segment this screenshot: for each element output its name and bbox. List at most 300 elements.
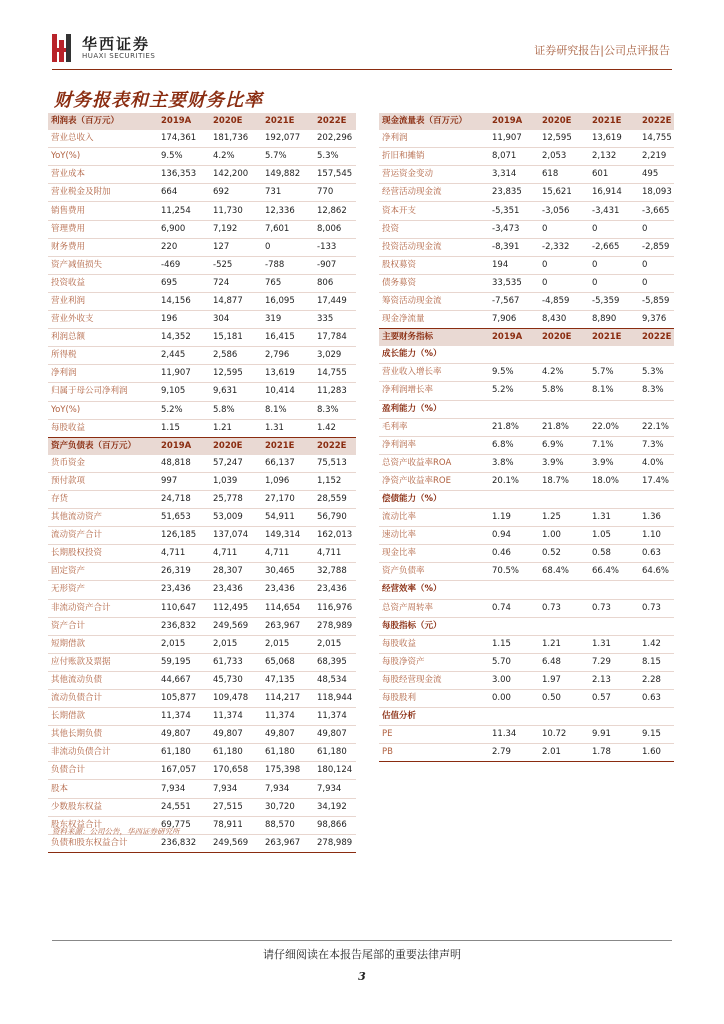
cell-value	[589, 708, 639, 726]
cell-value: 15,621	[539, 184, 589, 202]
cell-value: 23,436	[262, 581, 314, 599]
cell-value: 9,105	[158, 383, 210, 401]
cell-value: 6.48	[539, 653, 589, 671]
cell-value: 0.63	[639, 690, 674, 708]
row-label: 营业利润	[48, 292, 158, 310]
table-row	[379, 653, 674, 671]
cell-value: 0.00	[489, 690, 539, 708]
row-label: 非流动资产合计	[48, 599, 158, 617]
cell-value: 2020E	[539, 113, 589, 130]
cell-value: 180,124	[314, 762, 356, 780]
cell-value: 7,601	[262, 220, 314, 238]
row-label: 成长能力（%）	[379, 346, 489, 364]
row-label: 股本	[48, 780, 158, 798]
table-row	[48, 635, 356, 653]
footer-divider	[52, 940, 672, 941]
cell-value: 65,068	[262, 653, 314, 671]
row-label: 流动资产合计	[48, 527, 158, 545]
row-label: 长期借款	[48, 708, 158, 726]
row-label: 非流动负债合计	[48, 744, 158, 762]
cell-value: 162,013	[314, 527, 356, 545]
cell-value	[589, 581, 639, 599]
cell-value: 12,336	[262, 202, 314, 220]
cell-value: 17,449	[314, 292, 356, 310]
cell-value: 11,374	[262, 708, 314, 726]
cell-value: 32,788	[314, 563, 356, 581]
cell-value: 105,877	[158, 690, 210, 708]
table-row	[379, 148, 674, 166]
table-row	[379, 527, 674, 545]
row-label: 其他长期负债	[48, 726, 158, 744]
row-label: 现金流量表（百万元）	[379, 113, 489, 130]
cell-value: 98,866	[314, 816, 356, 834]
cell-value: 1.31	[589, 509, 639, 527]
cell-value: -788	[262, 256, 314, 274]
cell-value: 2.01	[539, 744, 589, 762]
cell-value: 20.1%	[489, 472, 539, 490]
cell-value: 18.0%	[589, 472, 639, 490]
table-row	[48, 401, 356, 419]
cell-value: 24,551	[158, 798, 210, 816]
cell-value: 2021E	[262, 113, 314, 130]
row-label: 资产负债率	[379, 563, 489, 581]
table-row	[379, 311, 674, 329]
row-label: 存货	[48, 490, 158, 508]
cell-value: 8.1%	[262, 401, 314, 419]
cell-value	[539, 708, 589, 726]
cell-value: 5.2%	[489, 382, 539, 400]
cell-value	[489, 346, 539, 364]
right-financial-table	[379, 113, 674, 762]
cell-value: 174,361	[158, 130, 210, 148]
cell-value: 48,534	[314, 671, 356, 689]
cell-value: 335	[314, 311, 356, 329]
cell-value: 149,314	[262, 527, 314, 545]
cell-value: -133	[314, 238, 356, 256]
cell-value: 14,877	[210, 292, 262, 310]
table-row	[48, 202, 356, 220]
cell-value	[539, 400, 589, 418]
table-row	[379, 563, 674, 581]
row-label: 现金比率	[379, 545, 489, 563]
row-label: 长期股权投资	[48, 545, 158, 563]
cell-value: 53,009	[210, 509, 262, 527]
table-row	[48, 220, 356, 238]
cell-value: 2,053	[539, 148, 589, 166]
cell-value: 618	[539, 166, 589, 184]
table-row	[48, 708, 356, 726]
cell-value: 61,180	[158, 744, 210, 762]
cell-value: 12,595	[210, 365, 262, 383]
cell-value	[539, 346, 589, 364]
cell-value: 15,181	[210, 329, 262, 347]
cell-value: 806	[314, 274, 356, 292]
cell-value: 5.70	[489, 653, 539, 671]
cell-value: 1.25	[539, 509, 589, 527]
cell-value: 16,095	[262, 292, 314, 310]
cell-value: 1.15	[489, 635, 539, 653]
row-label: 净利润	[379, 130, 489, 148]
cell-value: 11,907	[158, 365, 210, 383]
row-label: 货币资金	[48, 455, 158, 473]
cell-value: 4,711	[262, 545, 314, 563]
cell-value: 0.52	[539, 545, 589, 563]
table-row	[379, 238, 674, 256]
cell-value: 0	[639, 274, 674, 292]
table-row	[48, 383, 356, 401]
cell-value: 7,934	[262, 780, 314, 798]
cell-value: 0.73	[639, 599, 674, 617]
cell-value: 1.21	[210, 419, 262, 437]
cell-value: 8.3%	[314, 401, 356, 419]
cell-value: 18.7%	[539, 472, 589, 490]
row-label: PB	[379, 744, 489, 762]
table-row	[379, 635, 674, 653]
table-row	[48, 744, 356, 762]
cell-value: 88,570	[262, 816, 314, 834]
table-row	[379, 454, 674, 472]
row-label: 每股经营现金流	[379, 671, 489, 689]
cell-value: -525	[210, 256, 262, 274]
cell-value: 114,217	[262, 690, 314, 708]
table-row	[379, 166, 674, 184]
cell-value: 66.4%	[589, 563, 639, 581]
table-row	[379, 690, 674, 708]
cell-value: 25,778	[210, 490, 262, 508]
row-label: 折旧和摊销	[379, 148, 489, 166]
cell-value: 2020E	[210, 113, 262, 130]
cell-value: 61,180	[210, 744, 262, 762]
cell-value: 0	[639, 220, 674, 238]
row-label: 筹资活动现金流	[379, 292, 489, 310]
table-row	[48, 184, 356, 202]
row-label: 股东权益合计	[48, 816, 158, 834]
cell-value: -5,859	[639, 292, 674, 310]
table-row	[48, 545, 356, 563]
cell-value: 0	[539, 220, 589, 238]
cell-value: 3,314	[489, 166, 539, 184]
cell-value: 12,862	[314, 202, 356, 220]
cell-value: 2019A	[158, 113, 210, 130]
cell-value: 6.9%	[539, 436, 589, 454]
cell-value: 1.21	[539, 635, 589, 653]
cell-value: 2,796	[262, 347, 314, 365]
source-note: 资料来源：公司公告，华西证券研究所	[52, 827, 180, 836]
cell-value: 21.8%	[539, 418, 589, 436]
row-label: 预付款项	[48, 472, 158, 490]
table-row	[379, 184, 674, 202]
row-label: 无形资产	[48, 581, 158, 599]
cell-value: 601	[589, 166, 639, 184]
cell-value: 9,631	[210, 383, 262, 401]
cell-value: 23,436	[158, 581, 210, 599]
table-subheader-row	[379, 617, 674, 635]
cell-value: 2,015	[210, 635, 262, 653]
cell-value: 2021E	[589, 329, 639, 347]
cell-value	[489, 708, 539, 726]
row-label: 其他流动负债	[48, 671, 158, 689]
row-label: 应付账款及票据	[48, 653, 158, 671]
table-subheader-row	[379, 581, 674, 599]
cell-value: 5.8%	[210, 401, 262, 419]
cell-value	[589, 617, 639, 635]
cell-value: 127	[210, 238, 262, 256]
table-subheader-row	[379, 400, 674, 418]
cell-value: 0	[589, 274, 639, 292]
cell-value: 9.5%	[489, 364, 539, 382]
cell-value: 1,039	[210, 472, 262, 490]
cell-value: 126,185	[158, 527, 210, 545]
row-label: 现金净流量	[379, 311, 489, 329]
cell-value: 6,900	[158, 220, 210, 238]
cell-value: 49,807	[314, 726, 356, 744]
row-label: 总资产周转率	[379, 599, 489, 617]
cell-value: 7,934	[158, 780, 210, 798]
cell-value: 22.1%	[639, 418, 674, 436]
cell-value: 249,569	[210, 617, 262, 635]
cell-value: 17.4%	[639, 472, 674, 490]
cell-value: 18,093	[639, 184, 674, 202]
page-number: 3	[358, 970, 366, 983]
cell-value: 263,967	[262, 617, 314, 635]
cell-value: 14,156	[158, 292, 210, 310]
cell-value	[539, 490, 589, 508]
cell-value: 10.72	[539, 726, 589, 744]
cell-value: 1.10	[639, 527, 674, 545]
table-row	[379, 545, 674, 563]
cell-value: 2,132	[589, 148, 639, 166]
row-label: 净利润增长率	[379, 382, 489, 400]
row-label: PE	[379, 726, 489, 744]
cell-value: 13,619	[589, 130, 639, 148]
cell-value: 8,071	[489, 148, 539, 166]
row-label: 管理费用	[48, 220, 158, 238]
cell-value: 11,374	[314, 708, 356, 726]
cell-value: 69,775	[158, 816, 210, 834]
cell-value: 6.8%	[489, 436, 539, 454]
cell-value: 8.15	[639, 653, 674, 671]
cell-value: 2,219	[639, 148, 674, 166]
cell-value: 33,535	[489, 274, 539, 292]
cell-value: 664	[158, 184, 210, 202]
table-row	[48, 798, 356, 816]
row-label: 营业总收入	[48, 130, 158, 148]
table-row	[379, 382, 674, 400]
row-label: 少数股东权益	[48, 798, 158, 816]
row-label: 投资	[379, 220, 489, 238]
row-label: 投资收益	[48, 274, 158, 292]
cell-value: 770	[314, 184, 356, 202]
table-header-row	[48, 437, 356, 455]
cell-value: 49,807	[210, 726, 262, 744]
cell-value: 70.5%	[489, 563, 539, 581]
cell-value: 4,711	[210, 545, 262, 563]
cell-value: 26,319	[158, 563, 210, 581]
cell-value: 68,395	[314, 653, 356, 671]
row-label: 经营活动现金流	[379, 184, 489, 202]
table-row	[379, 509, 674, 527]
cell-value: 249,569	[210, 834, 262, 852]
cell-value: 2019A	[158, 437, 210, 455]
brand-name: 华西证券	[82, 35, 151, 53]
cell-value: 2022E	[314, 113, 356, 130]
cell-value: 78,911	[210, 816, 262, 834]
row-label: 净利润率	[379, 436, 489, 454]
table-row	[48, 653, 356, 671]
cell-value: 2019A	[489, 113, 539, 130]
cell-value: 114,654	[262, 599, 314, 617]
cell-value: 3.9%	[589, 454, 639, 472]
cell-value	[539, 617, 589, 635]
table-row	[48, 130, 356, 148]
table-row	[379, 220, 674, 238]
cell-value: 3.00	[489, 671, 539, 689]
cell-value: 7.29	[589, 653, 639, 671]
table-header-row	[379, 113, 674, 130]
row-label: 资产负债表（百万元）	[48, 437, 158, 455]
table-row	[379, 256, 674, 274]
cell-value: 8,430	[539, 311, 589, 329]
cell-value: 194	[489, 256, 539, 274]
cell-value: 1.05	[589, 527, 639, 545]
row-label: 每股股利	[379, 690, 489, 708]
cell-value: 3,029	[314, 347, 356, 365]
cell-value: 10,414	[262, 383, 314, 401]
cell-value	[639, 581, 674, 599]
cell-value: 0.46	[489, 545, 539, 563]
brand-name-en: HUAXI SECURITIES	[82, 52, 156, 60]
table-row	[48, 599, 356, 617]
cell-value: -3,431	[589, 202, 639, 220]
row-label: 营业税金及附加	[48, 184, 158, 202]
cell-value: -2,859	[639, 238, 674, 256]
cell-value: 1.42	[314, 419, 356, 437]
cell-value: 8.1%	[589, 382, 639, 400]
row-label: 每股收益	[48, 419, 158, 437]
cell-value: -3,665	[639, 202, 674, 220]
table-row	[48, 780, 356, 798]
table-header-row	[48, 113, 356, 130]
cell-value: 11,374	[210, 708, 262, 726]
cell-value	[489, 581, 539, 599]
cell-value: 34,192	[314, 798, 356, 816]
row-label: 投资活动现金流	[379, 238, 489, 256]
row-label: 营业成本	[48, 166, 158, 184]
cell-value: -7,567	[489, 292, 539, 310]
table-row	[48, 762, 356, 780]
cell-value: 14,755	[639, 130, 674, 148]
cell-value: 61,733	[210, 653, 262, 671]
table-row	[48, 166, 356, 184]
table-row	[48, 581, 356, 599]
section-title: 财务报表和主要财务比率	[54, 90, 263, 111]
cell-value: 196	[158, 311, 210, 329]
cell-value: 49,807	[158, 726, 210, 744]
row-label: 所得税	[48, 347, 158, 365]
cell-value: 9.5%	[158, 148, 210, 166]
cell-value: 5.3%	[639, 364, 674, 382]
cell-value: 4,711	[314, 545, 356, 563]
cell-value: 1.97	[539, 671, 589, 689]
cell-value: 4.2%	[210, 148, 262, 166]
cell-value: 49,807	[262, 726, 314, 744]
cell-value: 202,296	[314, 130, 356, 148]
table-row	[379, 274, 674, 292]
cell-value: 2022E	[639, 113, 674, 130]
cell-value: 137,074	[210, 527, 262, 545]
cell-value: 157,545	[314, 166, 356, 184]
cell-value: 2020E	[539, 329, 589, 347]
cell-value: 1.42	[639, 635, 674, 653]
table-row	[48, 256, 356, 274]
cell-value: 118,944	[314, 690, 356, 708]
cell-value: 48,818	[158, 455, 210, 473]
cell-value: 4,711	[158, 545, 210, 563]
cell-value: 0	[262, 238, 314, 256]
row-label: 负债和股东权益合计	[48, 834, 158, 852]
cell-value: 66,137	[262, 455, 314, 473]
table-row	[48, 238, 356, 256]
cell-value: 2019A	[489, 329, 539, 347]
row-label: 流动负债合计	[48, 690, 158, 708]
cell-value: 4.2%	[539, 364, 589, 382]
cell-value: 22.0%	[589, 418, 639, 436]
cell-value: 5.7%	[262, 148, 314, 166]
row-label: 资本开支	[379, 202, 489, 220]
cell-value: 112,495	[210, 599, 262, 617]
row-label: 负债合计	[48, 762, 158, 780]
huaxi-logo-icon	[52, 34, 72, 62]
row-label: 净资产收益率ROE	[379, 472, 489, 490]
row-label: 利润总额	[48, 329, 158, 347]
cell-value: 8,890	[589, 311, 639, 329]
cell-value: 2021E	[589, 113, 639, 130]
cell-value: 24,718	[158, 490, 210, 508]
cell-value: -907	[314, 256, 356, 274]
cell-value: 2,445	[158, 347, 210, 365]
cell-value: 0.50	[539, 690, 589, 708]
cell-value: 2.79	[489, 744, 539, 762]
row-label: 经营效率（%）	[379, 581, 489, 599]
row-label: 每股指标（元）	[379, 617, 489, 635]
cell-value: 5.8%	[539, 382, 589, 400]
cell-value: 2021E	[262, 437, 314, 455]
table-row	[379, 726, 674, 744]
cell-value: 0.73	[589, 599, 639, 617]
cell-value: 11,730	[210, 202, 262, 220]
cell-value: 2020E	[210, 437, 262, 455]
table-row	[48, 490, 356, 508]
cell-value: 0.74	[489, 599, 539, 617]
cell-value: 0.73	[539, 599, 589, 617]
cell-value: -4,859	[539, 292, 589, 310]
table-row	[48, 690, 356, 708]
row-label: 估值分析	[379, 708, 489, 726]
row-label: 资产减值损失	[48, 256, 158, 274]
cell-value	[639, 617, 674, 635]
table-row	[379, 130, 674, 148]
row-label: 营运资金变动	[379, 166, 489, 184]
cell-value: 27,515	[210, 798, 262, 816]
table-row	[48, 617, 356, 635]
cell-value	[589, 400, 639, 418]
table-row	[379, 292, 674, 310]
cell-value: 13,619	[262, 365, 314, 383]
cell-value: 2022E	[639, 329, 674, 347]
cell-value: 7,906	[489, 311, 539, 329]
cell-value: 109,478	[210, 690, 262, 708]
cell-value	[639, 346, 674, 364]
